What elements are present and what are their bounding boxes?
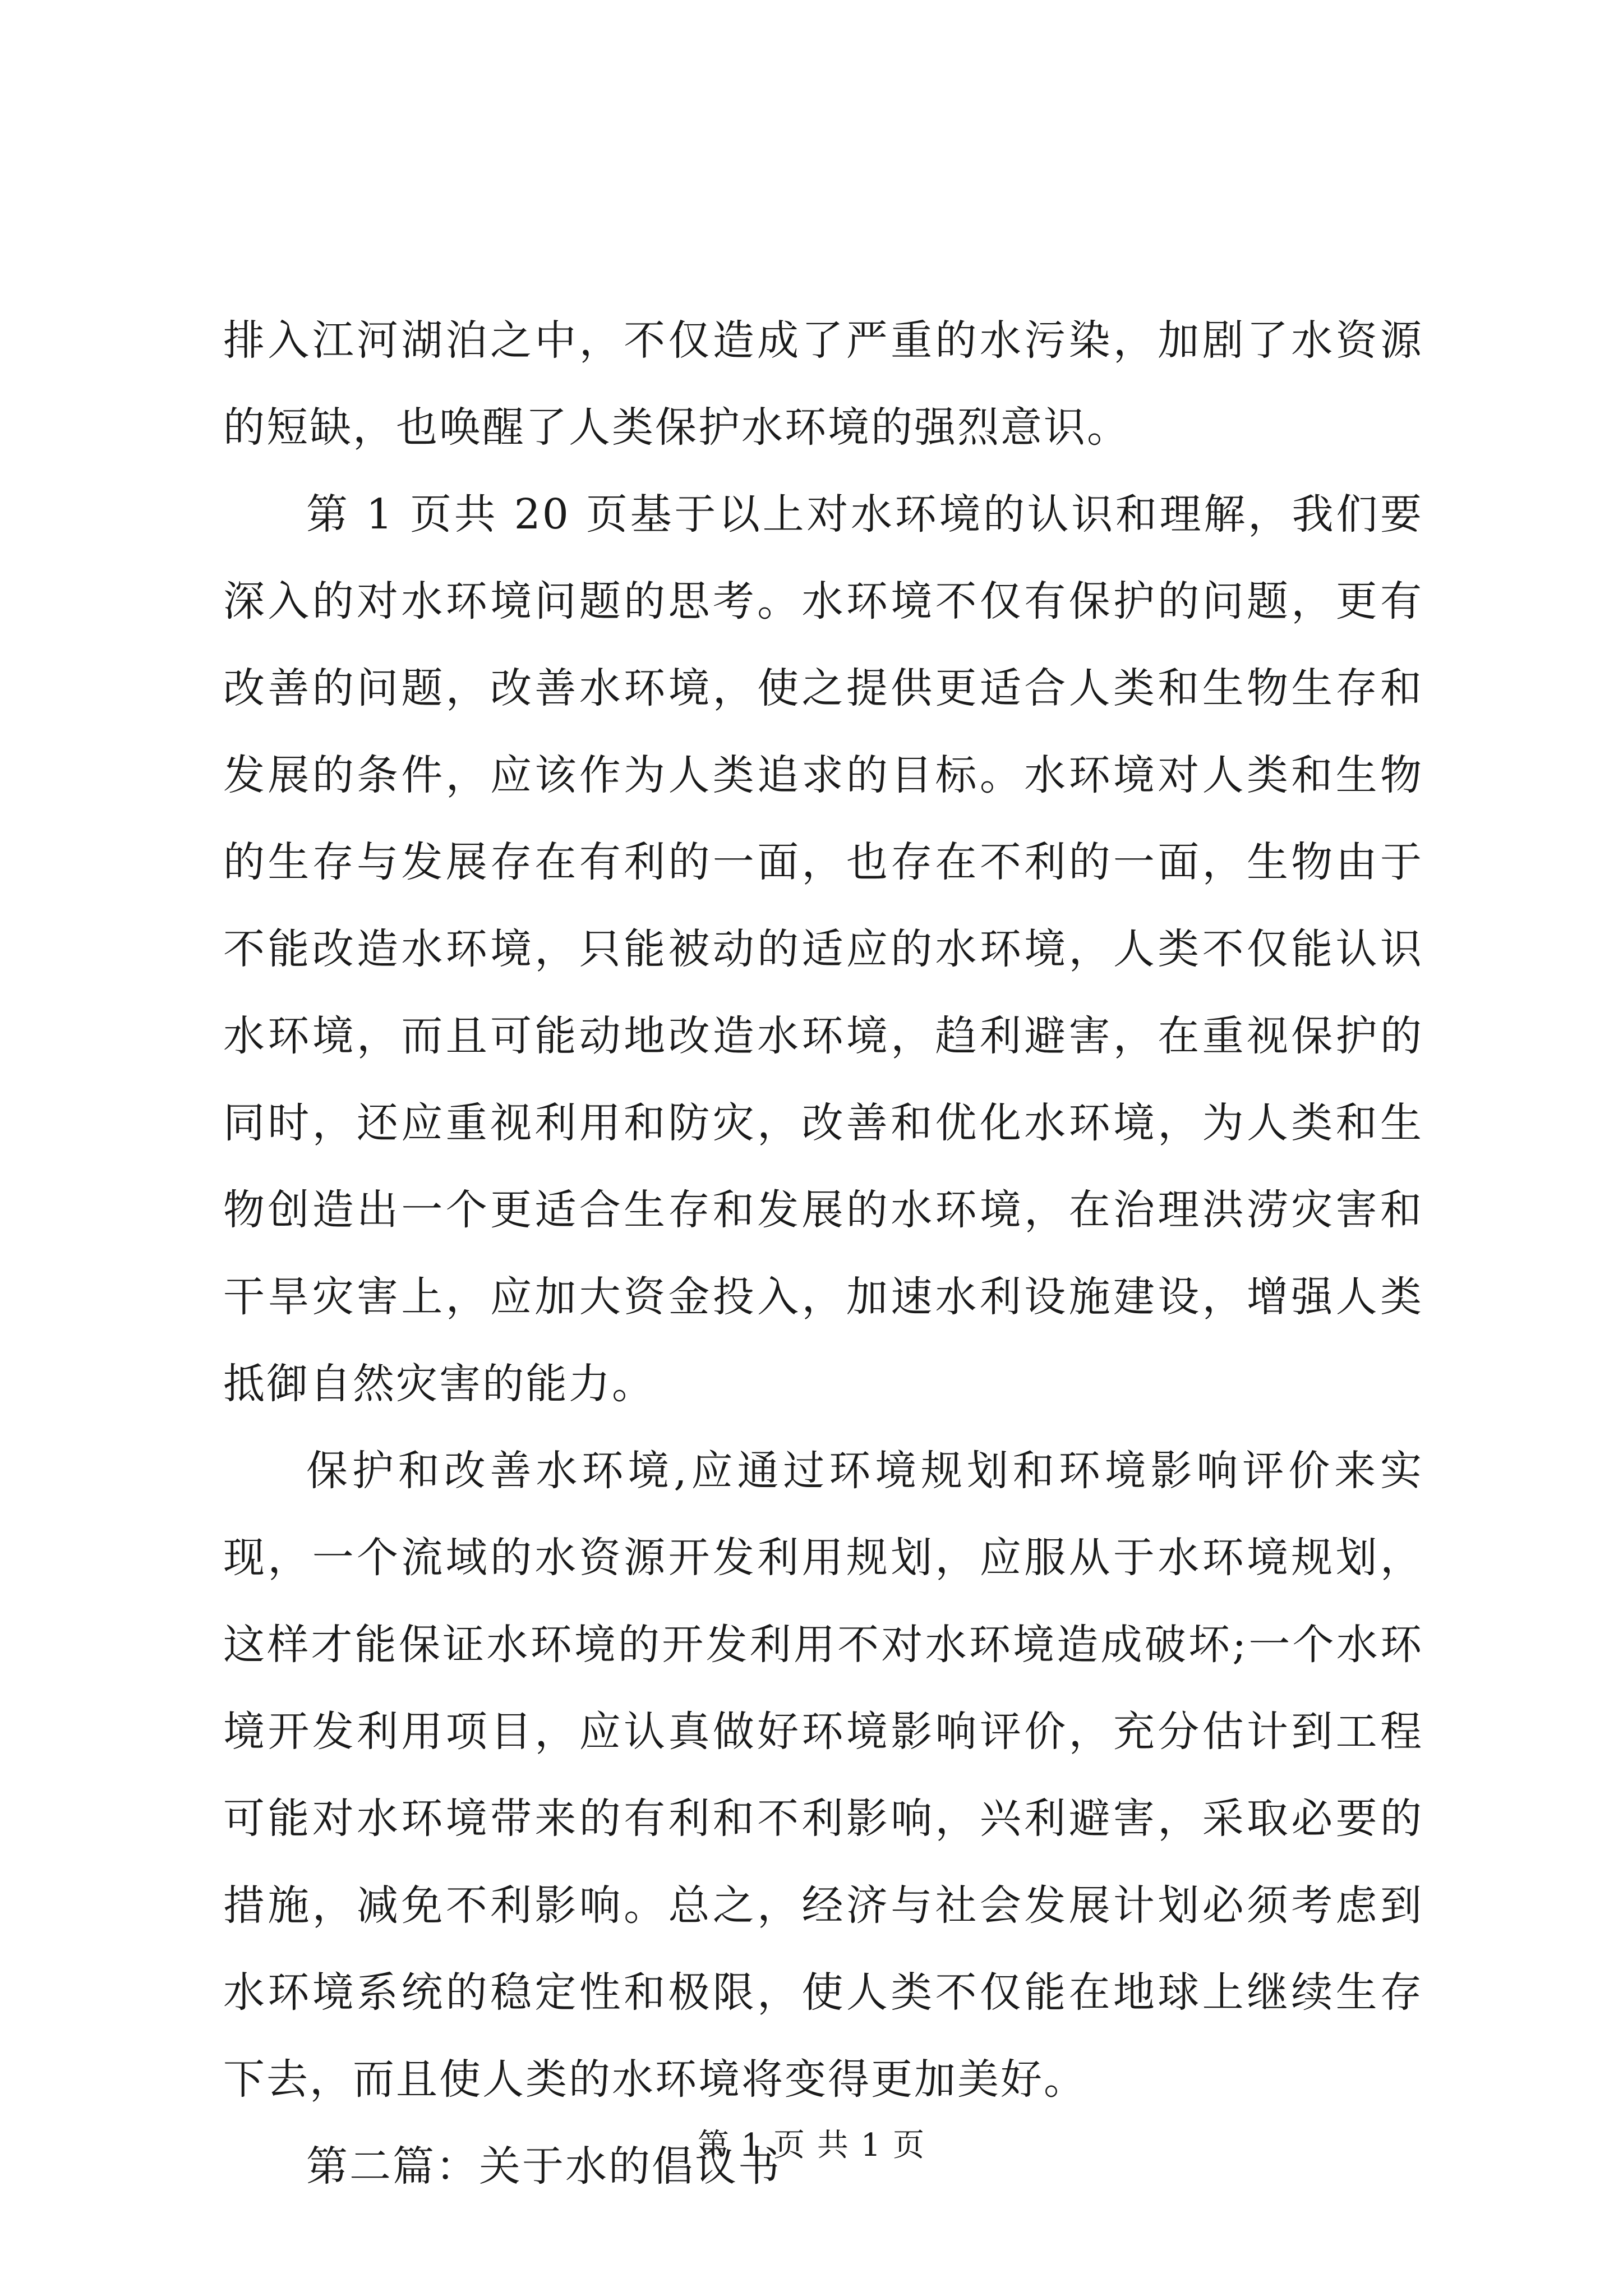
page-footer: 第 1 页 共 1 页: [697, 2127, 926, 2164]
paragraph-water-environment-thinking: 第 1 页共 20 页基于以上对水环境的认识和理解，我们要深入的对水环境问题的思考。水环境不仅有保护的问题，更有改善的问题，改善水环境，使之提供更适合人类和生物生存和发展的条件，应该作为人类追求的目标。水环境对人类和生物的生存与发展存在有利的一面，也存在不利的一面，生物由于不能改造水环境，只能被动的适应的水环境，人类不仅能认识水环境，而且可能动地改造水环境，趋利避害，在重视保护的同时，还应重视利用和防灾，改善和优化水环境，为人类和生物创造出一个更适合生存和发展的水环境，在治理洪涝灾害和干旱灾害上，应加大资金投入，加速水利设施建设，增强人类抵御自然灾害的能力。: [223, 490, 1423, 1408]
paragraph-continuation: 排入江河湖泊之中，不仅造成了严重的水污染，加剧了水资源的短缺，也唤醒了人类保护水环境的强烈意识。: [223, 316, 1423, 452]
section-heading: 第二篇：关于水的倡议书: [306, 2142, 781, 2191]
paragraph-protection-and-improvement: 保护和改善水环境,应通过环境规划和环境影响评价来实现，一个流域的水资源开发利用规划，应服从于水环境规划，这样才能保证水环境的开发利用不对水环境造成破坏;一个水环境开发利用项目，应认真做好环境影响评价，充分估计到工程可能对水环境带来的有利和不利影响，兴利避害，采取必要的措施，减免不利影响。总之，经济与社会发展计划必须考虑到水环境系统的稳定性和极限，使人类不仅能在地球上继续生存下去，而且使人类的水环境将变得更加美好。: [223, 1447, 1423, 2104]
document-body: [223, 297, 1423, 2210]
